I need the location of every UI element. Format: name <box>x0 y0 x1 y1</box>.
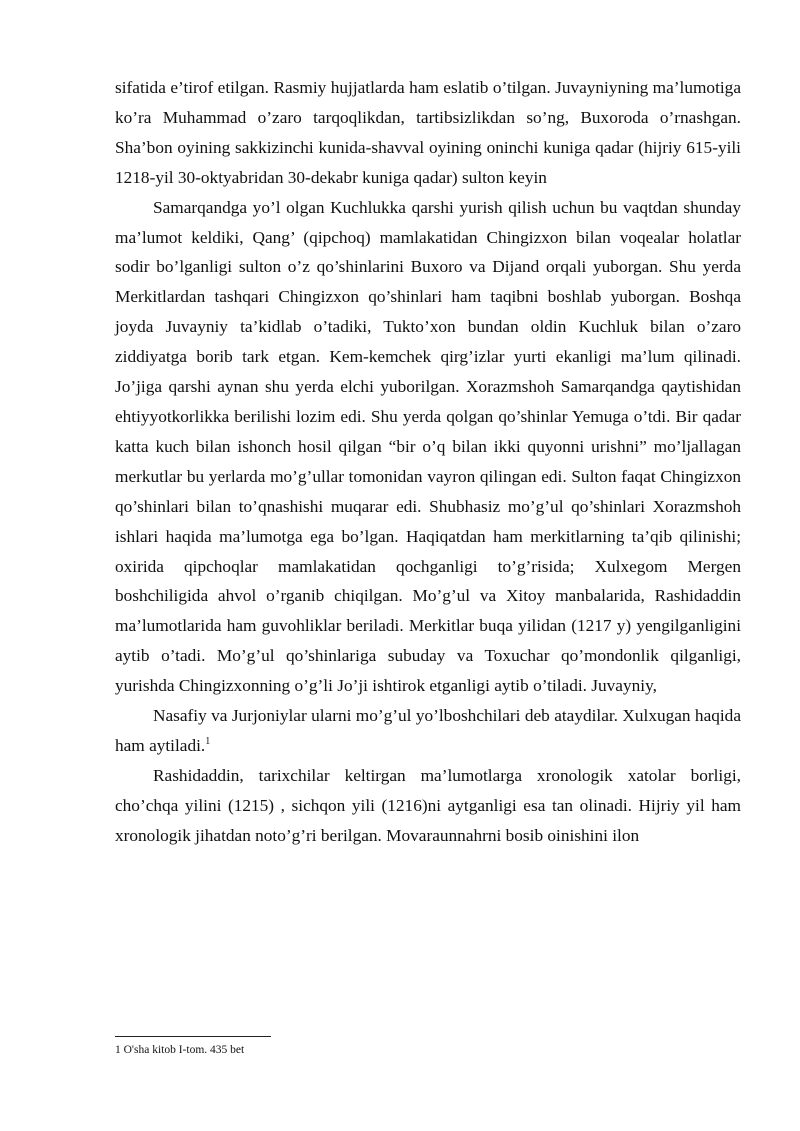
paragraph-3 <box>115 701 741 761</box>
footnote-separator <box>115 1036 271 1037</box>
paragraph-1: sifatida e’tirof etilgan. Rasmiy hujjatlarda ham eslatib o’tilgan. Juvayniyning ma’lumotiga ko’ra Muhammad o’zaro tarqoqlikdan, tartibsizlikdan so’ng, Buxoroda o’rnashgan. Sha’bon oyining sakkizinchi kunida-shavval oyining oninchi kuniga qadar (hijriy 615-yili 1218-yil 30-oktyabridan 30-dekabr kuniga qadar) sulton keyin <box>115 78 741 187</box>
paragraph-4: Rashidaddin, tarixchilar keltirgan ma’lumotlarga xronologik xatolar borligi, cho’chqa yilini (1215) , sichqon yili (1216)ni aytganligi esa tan olinadi. Hijriy yil ham xronologik jihatdan noto’g’ri berilgan. Movaraunnahrni bosib oinishini ilon <box>115 765 741 845</box>
paragraph-3-text: Nasafiy va Jurjoniylar ularni mo’g’ul yo’lboshchilari deb ataydilar. Xulxugan haqida ham aytiladi. <box>115 706 741 755</box>
footnote-reference[interactable]: 1 <box>205 736 211 748</box>
footnote: 1 O'sha kitob I-tom. 435 bet <box>115 1044 245 1056</box>
paragraph-2: Samarqandga yo’l olgan Kuchlukka qarshi yurish qilish uchun bu vaqtdan shunday ma’lumot keldiki, Qang’ (qipchoq) mamlakatidan Chingizxon bilan voqealar holatlar sodir bo’lganligi sulton o’z qo’shinlarini Buxoro va Dijand orqali yuborgan. Shu yerda Merkitlardan tashqari Chingizxon qo’shinlari ham taqibni boshlab yuborgan. Boshqa joyda Juvayniy ta’kidlab o’tadiki, Tukto’xon bundan oldin Kuchluk bilan o’zaro ziddiyatga borib tark etgan. Kem-kemchek qirg’izlar yurti ekanligi ma’lum qilinadi. Jo’jiga qarshi aynan shu yerda elchi yuborilgan. Xorazmshoh Samarqandga qaytishidan ehtiyyotkorlikka berilishi lozim edi. Shu yerda qolgan qo’shinlar Yemuga o’tdi. Bir qadar katta kuch bilan ishonch hosil qilgan “bir o’q bilan ikki quyonni urishni” mo’ljallagan merkutlar bu yerlarda mo’g’ullar tomonidan vayron qilingan edi. Sulton faqat Chingizxon qo’shinlari bilan to’qnashishi muqarar edi. Shubhasiz mo’g’ul qo’shinlari Xorazmshoh ishlari haqida ma’lumotga ega bo’lgan. Haqiqatdan ham merkitlarning ta’qib qilinishi; oxirida qipchoqlar mamlakatidan qochganligi to’g’risida; Xulxegom Mergen boshchiligida ahvol o’rganib chiqilgan. Mo’g’ul va Xitoy manbalarida, Rashidaddin ma’lumotlarida ham guvohliklar beriladi. Merkitlar buqa yilidan (1217 y) yengilganligini aytib o’tadi. Mo’g’ul qo’shinlariga subuday va Toxuchar qo’mondonlik qilganligi, yurishda Chingizxonning o’g’li Jo’ji ishtirok etganligi aytib o’tiladi. Juvayniy, <box>115 197 741 696</box>
body-text <box>115 73 741 851</box>
